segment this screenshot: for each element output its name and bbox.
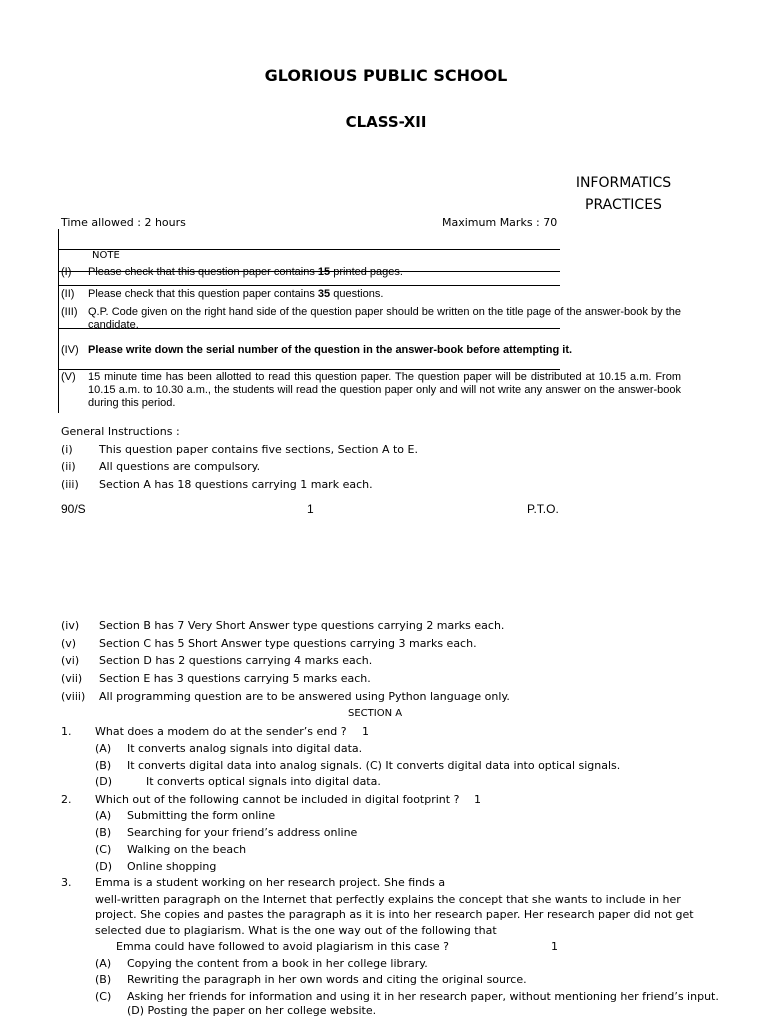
option-text: Walking on the beach: [127, 843, 247, 856]
option-text: It converts optical signals into digital data.: [146, 775, 381, 788]
option-label: (C): [95, 990, 112, 1003]
instruction-text: Section C has 5 Short Answer type questions carrying 3 marks each.: [99, 637, 477, 650]
instruction-text: This question paper contains five sections, Section A to E.: [99, 443, 418, 456]
question-marks: 1: [474, 793, 481, 806]
note-item-number: (IV): [61, 344, 79, 356]
option-text: It converts digital data into analog signals. (C) It converts digital data into optical signals.: [127, 759, 621, 772]
question-marks: 1: [551, 940, 558, 953]
section-heading: SECTION A: [348, 708, 403, 719]
note-item-number: (I): [61, 266, 72, 278]
option-label: (B): [95, 973, 112, 986]
option-text: Copying the content from a book in her college library.: [127, 957, 428, 970]
option-text: Submitting the form online: [127, 809, 276, 822]
note-item-number: (III): [61, 306, 78, 318]
instruction-number: (vii): [61, 672, 83, 685]
option-label: (D): [95, 775, 113, 788]
note-item-number: (II): [61, 288, 75, 300]
instruction-number: (viii): [61, 690, 86, 703]
note-item-text: Please write down the serial number of the question in the answer-book before attempting it.: [88, 344, 573, 356]
option-label: (B): [95, 759, 112, 772]
option-label: (A): [95, 809, 112, 822]
subject-title: INFORMATICS PRACTICES: [575, 175, 672, 213]
note-item-text: Please check that this question paper contains 35 questions.: [88, 288, 384, 300]
note-item-text: Q.P. Code given on the right hand side of the question paper should be written on the title page of the answer-book by the candidate.: [88, 306, 681, 331]
option-text: Searching for your friend’s address online: [127, 826, 358, 839]
note-title: NOTE: [92, 250, 120, 261]
instruction-text: Section D has 2 questions carrying 4 marks each.: [99, 654, 373, 667]
instruction-number: (ii): [61, 460, 76, 473]
note-item-text: Please check that this question paper contains 15 printed pages.: [88, 266, 403, 278]
question-number: 3.: [61, 876, 72, 889]
question-number: 1.: [61, 725, 72, 738]
option-label: (A): [95, 742, 112, 755]
question-text-line: Emma could have followed to avoid plagiarism in this case ?: [116, 940, 449, 953]
instruction-number: (v): [61, 637, 77, 650]
option-text: Online shopping: [127, 860, 217, 873]
note-item-text: 15 minute time has been allotted to read this question paper. The question paper will be distributed at 10.15 a.m. From 10.15 a.m. to 10.30 a.m., the students will read the question paper only and will not write any answer on the answer-book during this period.: [88, 371, 681, 409]
option-text: Rewriting the paragraph in her own words and citing the original source.: [127, 973, 527, 986]
option-label: (A): [95, 957, 112, 970]
note-item-number: (V): [61, 371, 76, 383]
question-text-line: Emma is a student working on her research project. She finds a: [95, 876, 446, 889]
instruction-number: (iv): [61, 619, 80, 632]
option-text: Asking her friends for information and using it in her research paper, without mentioning her friend’s input.: [127, 990, 719, 1003]
general-instructions-title: General Instructions :: [61, 425, 180, 438]
note-divider: [58, 249, 560, 250]
time-allowed: Time allowed : 2 hours: [61, 216, 186, 229]
instruction-text: Section A has 18 questions carrying 1 mark each.: [99, 478, 373, 491]
question-text-line: well-written paragraph on the Internet that perfectly explains the concept that she wants to include in her: [95, 893, 681, 906]
question-text-line: selected due to plagiarism. What is the one way out of the following that: [95, 924, 497, 937]
page-number: 1: [307, 502, 314, 516]
school-name: GLORIOUS PUBLIC SCHOOL: [264, 66, 508, 85]
question-text-line: project. She copies and pastes the paragraph as it is into her research paper. Her research paper did not get: [95, 908, 694, 921]
instruction-number: (iii): [61, 478, 79, 491]
question-number: 2.: [61, 793, 72, 806]
option-label: (C): [95, 843, 112, 856]
note-divider: [58, 285, 560, 286]
note-divider: [58, 369, 560, 370]
question-marks: 1: [362, 725, 369, 738]
pto-label: P.T.O.: [527, 502, 559, 516]
option-text: It converts analog signals into digital data.: [127, 742, 363, 755]
instruction-number: (i): [61, 443, 73, 456]
instruction-text: All programming question are to be answered using Python language only.: [99, 690, 510, 703]
instruction-number: (vi): [61, 654, 80, 667]
question-text: Which out of the following cannot be included in digital footprint ?: [95, 793, 460, 806]
option-text: (D) Posting the paper on her college website.: [127, 1004, 377, 1017]
maximum-marks: Maximum Marks : 70: [442, 216, 558, 229]
instruction-text: Section E has 3 questions carrying 5 marks each.: [99, 672, 371, 685]
paper-code: 90/S: [61, 502, 86, 516]
note-box-left-border: [58, 229, 59, 413]
question-text: What does a modem do at the sender’s end ?: [95, 725, 347, 738]
class-title: CLASS-XII: [345, 113, 427, 131]
option-label: (D): [95, 860, 113, 873]
option-label: (B): [95, 826, 112, 839]
instruction-text: All questions are compulsory.: [99, 460, 261, 473]
instruction-text: Section B has 7 Very Short Answer type questions carrying 2 marks each.: [99, 619, 505, 632]
